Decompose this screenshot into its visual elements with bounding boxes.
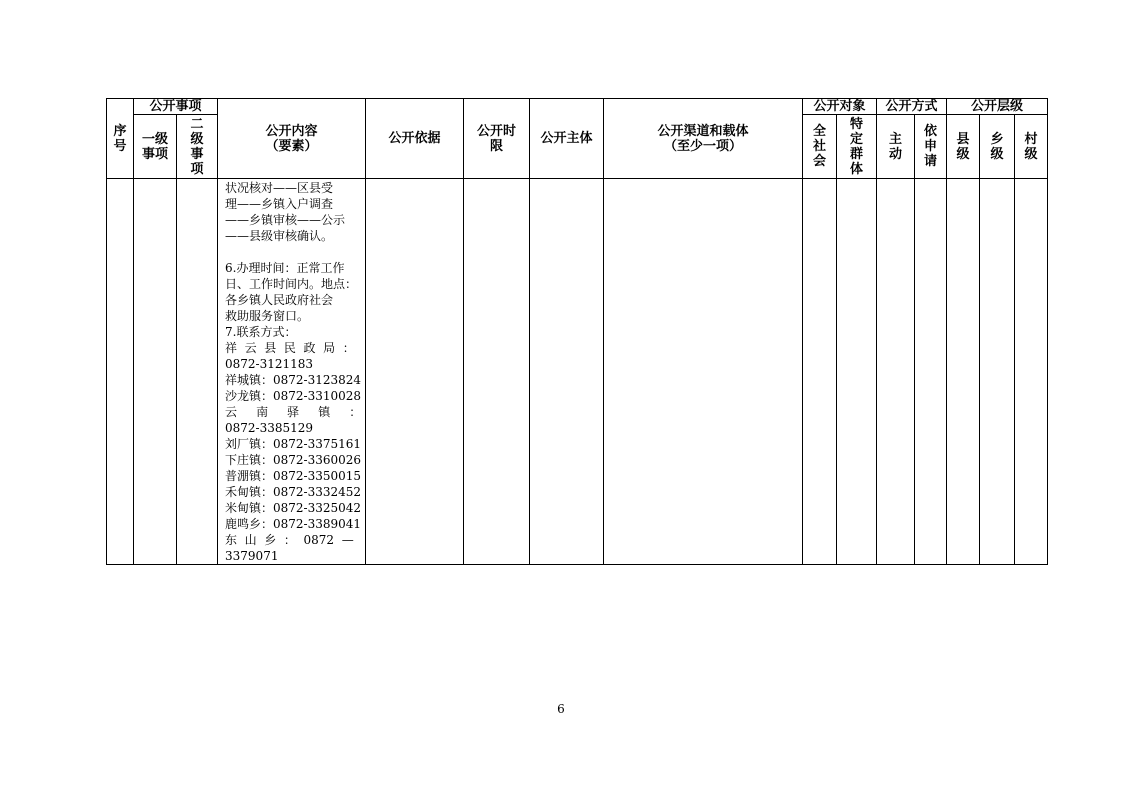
cell-xuhao xyxy=(107,179,134,565)
content-line: 沙龙镇：0872-3310028 xyxy=(225,389,362,403)
header-gongkai-duixiang: 公开对象 xyxy=(803,99,877,115)
content-line: 各乡镇人民政府社会 xyxy=(225,293,334,307)
cell-xianji xyxy=(947,179,980,565)
header-gongkai-yiju: 公开依据 xyxy=(366,99,464,179)
content-line: 0872-3385129 xyxy=(225,421,314,435)
cell-cunji xyxy=(1015,179,1048,565)
content-line: 普淜镇：0872-3350015 xyxy=(225,469,362,483)
header-xuhao: 序号 xyxy=(107,99,134,179)
header-teding-qunti: 特定群体 xyxy=(837,115,877,179)
header-quan-shehui: 全社会 xyxy=(803,115,837,179)
content-line: 状况核对——区县受 xyxy=(225,181,334,195)
content-line: 祥城镇：0872-3123824 xyxy=(225,373,362,387)
content-row xyxy=(107,179,1048,565)
content-line: 刘厂镇：0872-3375161 xyxy=(225,437,362,451)
cell-yiji-shixiang xyxy=(134,179,177,565)
header-gongkai-cengji: 公开层级 xyxy=(947,99,1048,115)
header-gongkai-zhuti: 公开主体 xyxy=(530,99,604,179)
header-gongkai-shixian: 公开时限 xyxy=(464,99,530,179)
header-gongkai-fangshi: 公开方式 xyxy=(877,99,947,115)
cell-xiangji xyxy=(980,179,1015,565)
content-line: 米甸镇：0872-3325042 xyxy=(225,501,362,515)
content-line: ——县级审核确认。 xyxy=(225,229,334,243)
content-line: ——乡镇审核——公示 xyxy=(225,213,346,227)
content-line: 下庄镇：0872-3360026 xyxy=(225,453,362,467)
page-number: 6 xyxy=(557,702,565,716)
content-line: 东 山 乡 ： 0872 — xyxy=(225,533,354,547)
content-line: 日、工作时间内。地点： xyxy=(225,277,358,291)
header-qudao: 公开渠道和载体 （至少一项） xyxy=(604,99,803,179)
cell-gongkai-zhuti xyxy=(530,179,604,565)
content-line: 7.联系方式： xyxy=(225,325,297,339)
content-line: 理——乡镇入户调查 xyxy=(225,197,334,211)
content-line: 救助服务窗口。 xyxy=(225,309,310,323)
header-row-1 xyxy=(107,99,1048,115)
disclosure-table xyxy=(106,98,1048,565)
header-zhudong: 主动 xyxy=(877,115,915,179)
content-line: 云 南 驿 镇 ： xyxy=(225,405,362,419)
cell-gongkai-shixian xyxy=(464,179,530,565)
header-yiji-shixiang: 一级事项 xyxy=(134,115,177,179)
cell-yi-shenqing xyxy=(915,179,947,565)
header-cunji: 村级 xyxy=(1015,115,1048,179)
header-yi-shenqing: 依申请 xyxy=(915,115,947,179)
header-xianji: 县级 xyxy=(947,115,980,179)
content-line: 禾甸镇：0872-3332452 xyxy=(225,485,362,499)
cell-gongkai-neirong xyxy=(218,179,366,565)
content-line xyxy=(225,244,363,260)
header-gongkai-shixiang: 公开事项 xyxy=(134,99,218,115)
content-line: 3379071 xyxy=(225,549,279,563)
cell-quan-shehui xyxy=(803,179,837,565)
header-gongkai-neirong: 公开内容 （要素） xyxy=(218,99,366,179)
cell-qudao xyxy=(604,179,803,565)
content-line: 6.办理时间：正常工作 xyxy=(225,261,345,275)
cell-zhudong xyxy=(877,179,915,565)
content-line: 鹿鸣乡：0872-3389041 xyxy=(225,517,362,531)
header-xiangji: 乡级 xyxy=(980,115,1015,179)
cell-gongkai-yiju xyxy=(366,179,464,565)
content-line: 祥 云 县 民 政 局 ： xyxy=(225,341,355,355)
content-line: 0872-3121183 xyxy=(225,357,314,371)
cell-teding-qunti xyxy=(837,179,877,565)
cell-erji-shixiang xyxy=(177,179,218,565)
header-erji-shixiang: 二级事项 xyxy=(177,115,218,179)
